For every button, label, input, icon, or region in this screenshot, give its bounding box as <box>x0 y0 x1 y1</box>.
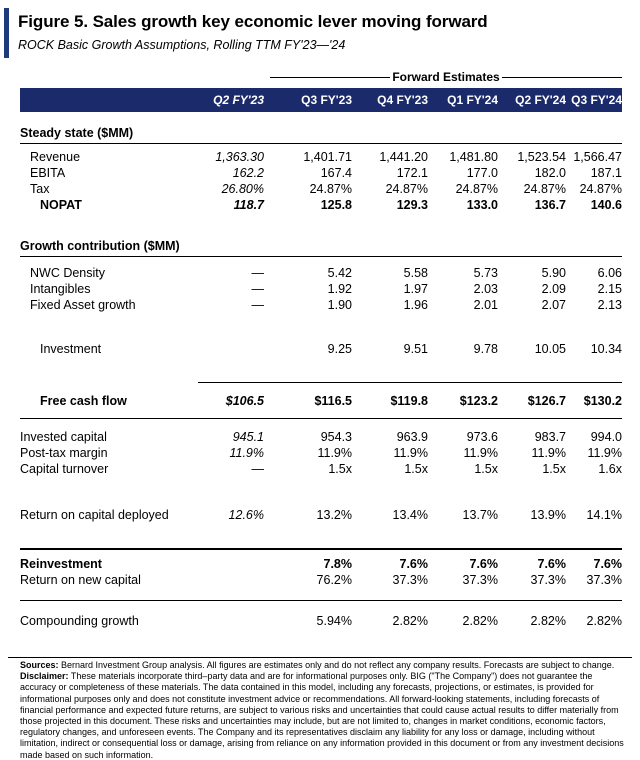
divider <box>20 143 622 144</box>
divider <box>20 600 622 601</box>
table-row-fixed-asset-growth: Fixed Asset growth — 1.90 1.96 2.01 2.07 2.13 <box>30 298 622 312</box>
footer-notes <box>20 660 624 760</box>
divider <box>20 418 622 419</box>
table-row-nwc-density: NWC Density — 5.42 5.58 5.73 5.90 6.06 <box>30 266 622 280</box>
title-accent-bar <box>4 8 9 58</box>
figure-subtitle: ROCK Basic Growth Assumptions, Rolling TTM FY'23—'24 <box>18 38 346 52</box>
sources-note: Sources: Bernard Investment Group analysis. All figures are estimates only and do not reflect any company results. Forecasts are subject to change. <box>20 660 615 670</box>
table-row-compounding-growth: Compounding growth 5.94% 2.82% 2.82% 2.82% 2.82% <box>20 614 622 628</box>
col-header-q4fy23: Q4 FY'23 <box>377 93 428 107</box>
table-row-tax: Tax 26.80% 24.87% 24.87% 24.87% 24.87% 24.87% <box>30 182 622 196</box>
column-header-band <box>20 88 622 112</box>
forward-estimates-header <box>270 70 622 84</box>
table-row-post-tax-margin: Post-tax margin 11.9% 11.9% 11.9% 11.9% 11.9% 11.9% <box>20 446 622 460</box>
col-header-q3fy23: Q3 FY'23 <box>301 93 352 107</box>
forward-estimates-label: Forward Estimates <box>392 70 500 84</box>
col-header-q3fy24: Q3 FY'24 <box>571 93 622 107</box>
table-row-revenue: Revenue 1,363.30 1,401.71 1,441.20 1,481.80 1,523.54 1,566.47 <box>30 150 622 164</box>
section-heading-growth: Growth contribution ($MM) <box>20 239 180 253</box>
divider <box>20 548 622 550</box>
table-row-intangibles: Intangibles — 1.92 1.97 2.03 2.09 2.15 <box>30 282 622 296</box>
table-row-return-on-new-capital: Return on new capital 76.2% 37.3% 37.3% 37.3% 37.3% <box>20 573 622 587</box>
table-row-invested-capital: Invested capital 945.1 954.3 963.9 973.6 983.7 994.0 <box>20 430 622 444</box>
disclaimer-note: Disclaimer: These materials incorporate third–party data and are for informational purposes only. BIG ("The Company") does not guarantee the accuracy or completeness of these materials. The data contained in this model, including any forecasts, projections, or estimates, is provided for informational purposes only and does not constitute investment advice or recommendations. All forward-looking statements, including forecasts of financial performance and expected future returns, are subject to various risks and uncertainties that could cause actual results to differ materially from those projected in this document. These risks and uncertainties may include, but are not limited to, changes in market conditions, economic factors, regulatory changes, and unforeseen events. The Company and its representatives disclaim any liability for any loss or damage, including without limitation, indirect or consequential loss or damage, arising from reliance on any information provided in this document or from any investment decisions made based on such information. <box>20 671 624 760</box>
footer-divider <box>8 657 632 658</box>
table-row-investment: Investment 9.25 9.51 9.78 10.05 10.34 <box>40 342 622 356</box>
table-row-free-cash-flow: Free cash flow $106.5 $116.5 $119.8 $123.2 $126.7 $130.2 <box>40 394 622 408</box>
table-row-nopat: NOPAT 118.7 125.8 129.3 133.0 136.7 140.6 <box>40 198 622 212</box>
section-heading-steady-state: Steady state ($MM) <box>20 126 134 140</box>
table-row-capital-turnover: Capital turnover — 1.5x 1.5x 1.5x 1.5x 1.6x <box>20 462 622 476</box>
divider <box>198 382 622 383</box>
figure-title: Figure 5. Sales growth key economic lever moving forward <box>18 12 488 31</box>
table-row-ebita: EBITA 162.2 167.4 172.1 177.0 182.0 187.1 <box>30 166 622 180</box>
table-row-reinvestment: Reinvestment 7.8% 7.6% 7.6% 7.6% 7.6% <box>20 557 622 571</box>
table-row-return-on-capital-deployed: Return on capital deployed 12.6% 13.2% 13.4% 13.7% 13.9% 14.1% <box>20 508 622 522</box>
col-header-q2fy23: Q2 FY'23 <box>213 93 264 107</box>
col-header-q2fy24: Q2 FY'24 <box>515 93 566 107</box>
col-header-q1fy24: Q1 FY'24 <box>447 93 498 107</box>
divider <box>20 256 622 257</box>
